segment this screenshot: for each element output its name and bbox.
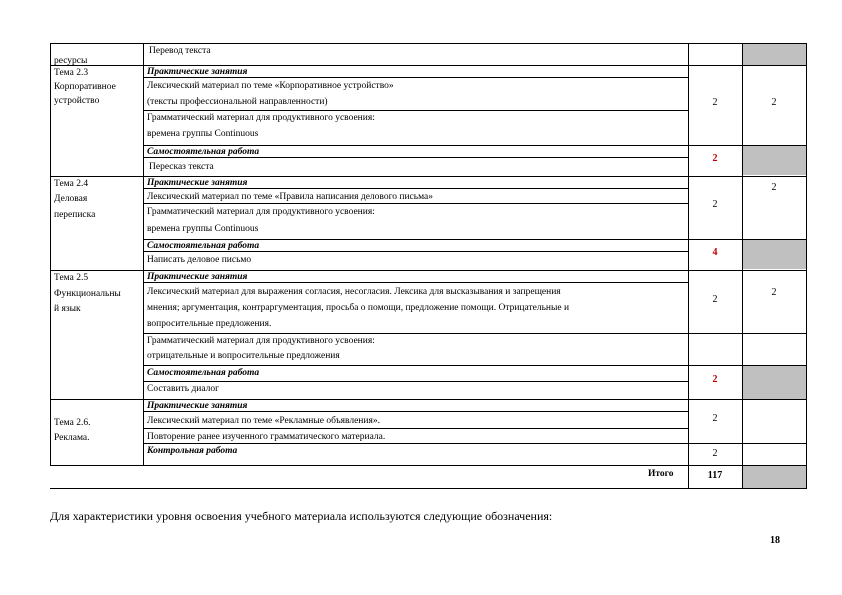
lexical-material: вопросительные предложения. bbox=[147, 319, 272, 329]
self-work-hours: 4 bbox=[712, 247, 718, 258]
self-work-heading: Самостоятельная работа bbox=[147, 147, 260, 157]
topic-title: переписка bbox=[54, 210, 96, 220]
grammar-material: времена группы Continuous bbox=[147, 129, 259, 139]
hours-value: 2 bbox=[712, 294, 718, 305]
level-value: 2 bbox=[771, 97, 777, 108]
footer-text: Для характеристики уровня освоения учебного материала используются следующие обозначения: bbox=[50, 509, 553, 523]
hours-value: 2 bbox=[712, 199, 718, 210]
control-work-heading: Контрольная работа bbox=[147, 446, 238, 456]
content-text: Перевод текста bbox=[149, 46, 211, 56]
topic-title: Деловая bbox=[54, 194, 88, 204]
topic-title: устройство bbox=[54, 96, 100, 106]
practical-heading: Практические занятия bbox=[147, 178, 248, 188]
topic-title: Функциональны bbox=[54, 289, 121, 299]
lexical-material: Лексический материал по теме «Рекламные объявления». bbox=[147, 416, 380, 426]
total-value: 117 bbox=[707, 470, 723, 481]
lexical-material: Лексический материал для выражения согласия, несогласия. Лексика для высказывания и запрещения bbox=[147, 287, 561, 297]
topic-number: Тема 2.4 bbox=[54, 179, 89, 189]
grammar-material: времена группы Continuous bbox=[147, 224, 259, 234]
grammar-material: Грамматический материал для продуктивного усвоения: bbox=[147, 207, 375, 217]
lexical-material: мнения; аргументация, контраргументация, просьба о помощи, предложение помощи. Отрицательные и bbox=[147, 303, 570, 313]
hours-value: 2 bbox=[712, 97, 718, 108]
control-work-hours: 2 bbox=[712, 448, 718, 459]
lexical-material: Лексический материал по теме «Корпоративное устройство» bbox=[147, 81, 394, 91]
grammar-material: отрицательные и вопросительные предложения bbox=[147, 351, 340, 361]
level-value: 2 bbox=[771, 287, 777, 298]
shaded-cell bbox=[742, 145, 806, 175]
self-work-text: Написать деловое письмо bbox=[147, 255, 252, 265]
topic-number: Тема 2.5 bbox=[54, 273, 89, 283]
topic-number: Тема 2.6. bbox=[54, 418, 91, 428]
topic-title: й язык bbox=[54, 304, 81, 314]
self-work-text: Составить диалог bbox=[147, 384, 220, 394]
topic-title: Корпоративное bbox=[54, 82, 116, 92]
total-label: Итого bbox=[648, 469, 674, 479]
practical-heading: Практические занятия bbox=[147, 67, 248, 77]
grammar-material: Грамматический материал для продуктивного усвоения: bbox=[147, 336, 375, 346]
curriculum-table bbox=[50, 43, 806, 488]
topic-number: Тема 2.3 bbox=[54, 68, 89, 78]
practical-heading: Практические занятия bbox=[147, 272, 248, 282]
shaded-cell bbox=[742, 465, 806, 488]
topic-title: Реклама. bbox=[54, 433, 90, 443]
practical-heading: Практические занятия bbox=[147, 401, 248, 411]
self-work-hours: 2 bbox=[712, 374, 718, 385]
shaded-cell bbox=[742, 365, 806, 399]
review-text: Повторение ранее изученного грамматического материала. bbox=[147, 432, 386, 442]
shaded-cell bbox=[742, 239, 806, 269]
page-number: 18 bbox=[770, 535, 780, 546]
self-work-heading: Самостоятельная работа bbox=[147, 368, 260, 378]
self-work-heading: Самостоятельная работа bbox=[147, 241, 260, 251]
self-work-hours: 2 bbox=[712, 153, 718, 164]
self-work-text: Пересказ текста bbox=[149, 162, 214, 172]
lexical-material: Лексический материал по теме «Правила написания делового письма» bbox=[147, 192, 434, 202]
shaded-cell bbox=[742, 43, 806, 65]
level-value: 2 bbox=[771, 182, 777, 193]
lexical-material: (тексты профессиональной направленности) bbox=[147, 97, 328, 107]
hours-value: 2 bbox=[712, 413, 718, 424]
grammar-material: Грамматический материал для продуктивного усвоения: bbox=[147, 113, 375, 123]
topic-label: ресурсы bbox=[54, 56, 88, 66]
